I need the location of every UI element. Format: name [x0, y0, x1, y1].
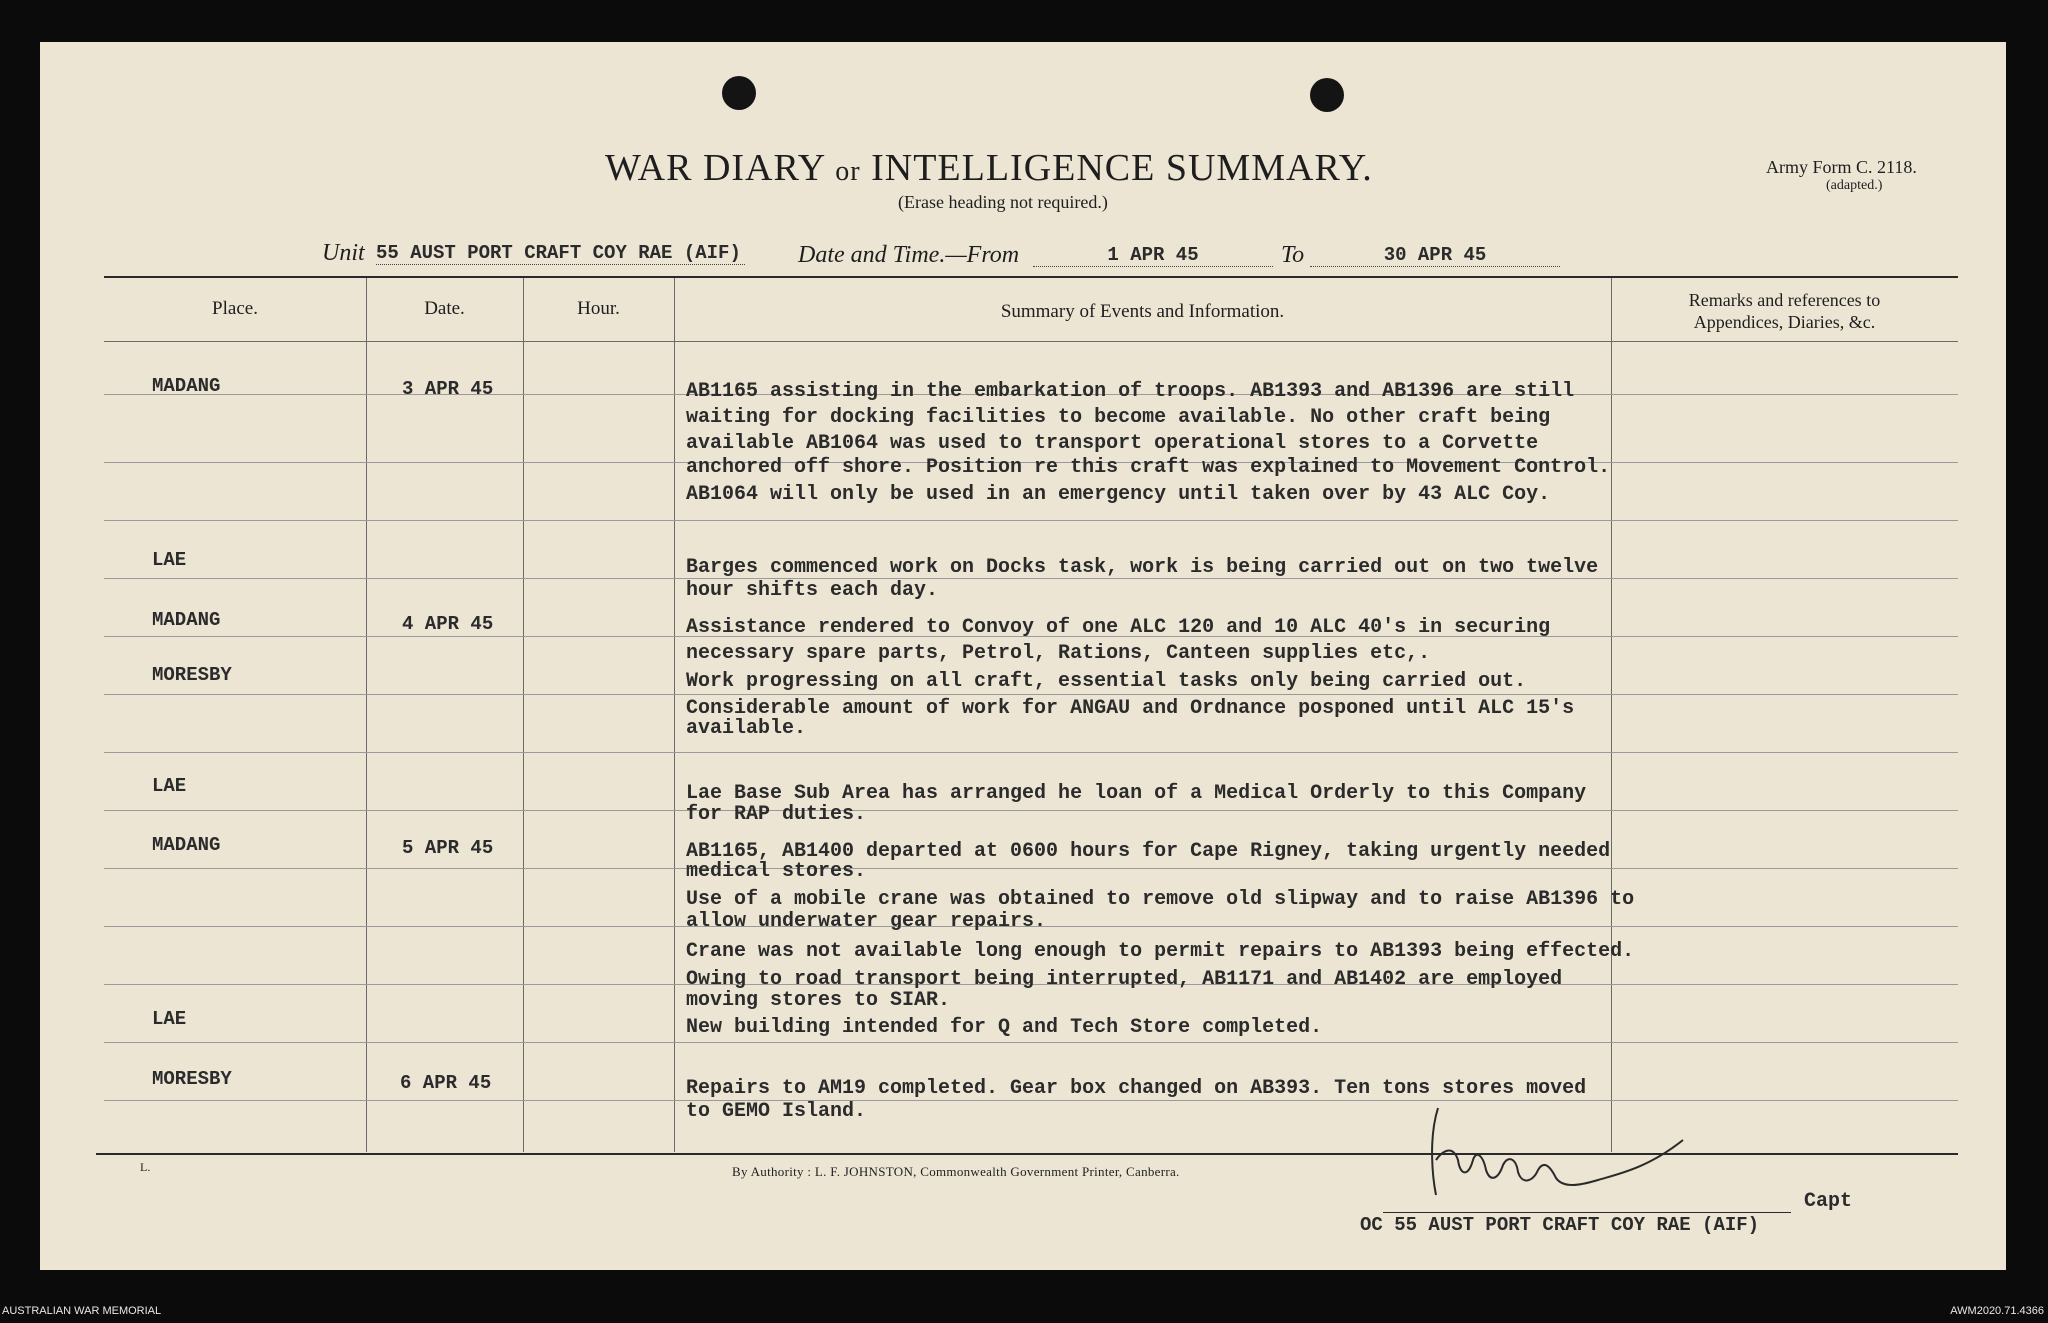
- event-line: Work progressing on all craft, essential tasks only being carried out.: [686, 670, 1527, 693]
- event-line: waiting for docking facilities to become available. No other craft being: [686, 406, 1551, 429]
- column-divider-summary-remarks: [1611, 278, 1612, 1152]
- event-line: to GEMO Island.: [686, 1100, 867, 1123]
- event-line: available.: [686, 717, 807, 740]
- place-entry: LAE: [152, 1008, 187, 1030]
- column-header-hour: Hour.: [577, 298, 620, 319]
- event-line: allow underwater gear repairs.: [686, 910, 1047, 933]
- army-form-number: Army Form C. 2118.: [1766, 157, 1917, 177]
- date-entry: 5 APR 45: [402, 837, 494, 859]
- title-part-1: WAR DIARY: [605, 147, 825, 189]
- signature-unit: OC 55 AUST PORT CRAFT COY RAE (AIF): [1360, 1214, 1760, 1236]
- date-entry: 6 APR 45: [400, 1072, 492, 1094]
- army-form-adapted: (adapted.): [1826, 178, 1883, 193]
- row-rule: [104, 1042, 1958, 1043]
- event-line: anchored off shore. Position re this craft was explained to Movement Control.: [686, 456, 1611, 479]
- punch-hole-right: [1310, 78, 1344, 112]
- printer-authority: By Authority : L. F. JOHNSTON, Commonwealth Government Printer, Canberra.: [732, 1164, 1180, 1179]
- column-header-date: Date.: [424, 298, 465, 319]
- row-rule: [104, 752, 1958, 753]
- event-line: Use of a mobile crane was obtained to remove old slipway and to raise AB1396 to: [686, 888, 1635, 911]
- event-line: Assistance rendered to Convoy of one ALC 120 and 10 ALC 40's in securing: [686, 616, 1551, 639]
- column-header-summary: Summary of Events and Information.: [1000, 301, 1285, 322]
- event-line: Repairs to AM19 completed. Gear box changed on AB393. Ten tons stores moved: [686, 1077, 1587, 1100]
- place-entry: MADANG: [152, 609, 221, 631]
- title-part-2: INTELLIGENCE SUMMARY.: [871, 147, 1373, 189]
- event-line: Considerable amount of work for ANGAU and Ordnance posponed until ALC 15's: [686, 697, 1575, 720]
- row-rule: [104, 810, 1958, 811]
- event-line: moving stores to SIAR.: [686, 989, 951, 1012]
- signature: [1398, 1100, 1718, 1210]
- date-time-label: Date and Time.—From: [798, 242, 1020, 268]
- event-line: medical stores.: [686, 860, 867, 883]
- event-line: AB1165, AB1400 departed at 0600 hours for Cape Rigney, taking urgently needed: [686, 840, 1611, 863]
- event-line: available AB1064 was used to transport operational stores to a Corvette: [686, 432, 1539, 455]
- date-to-label: To: [1281, 242, 1305, 268]
- place-entry: MADANG: [152, 375, 221, 397]
- event-line: hour shifts each day.: [686, 579, 939, 602]
- row-rule: [104, 868, 1958, 869]
- event-line: AB1165 assisting in the embarkation of troops. AB1393 and AB1396 are still: [686, 380, 1575, 403]
- signature-line: [1383, 1212, 1791, 1213]
- form-title: [605, 146, 1373, 190]
- header-bottom-rule: [104, 341, 1958, 342]
- table-top-rule: [104, 276, 1958, 278]
- event-line: AB1064 will only be used in an emergency until taken over by 43 ALC Coy.: [686, 483, 1551, 506]
- date-to-value: 30 APR 45: [1310, 244, 1560, 267]
- column-divider-place-date: [366, 278, 367, 1152]
- column-header-remarks-line-2: Appendices, Diaries, &c.: [1693, 312, 1876, 332]
- place-entry: MORESBY: [152, 664, 232, 686]
- unit-label: Unit: [322, 240, 365, 266]
- column-header-place: Place.: [212, 298, 258, 319]
- archive-reference: AWM2020.71.4366: [1950, 1305, 2044, 1317]
- event-line: Barges commenced work on Docks task, work is being carried out on two twelve: [686, 556, 1599, 579]
- date-from-value: 1 APR 45: [1033, 244, 1273, 267]
- column-divider-hour-summary: [674, 278, 675, 1152]
- column-header-remarks-line-1: Remarks and references to: [1688, 290, 1881, 310]
- column-divider-date-hour: [523, 278, 524, 1152]
- row-rule: [104, 694, 1958, 695]
- place-entry: MORESBY: [152, 1068, 232, 1090]
- event-line: New building intended for Q and Tech Store completed.: [686, 1016, 1323, 1039]
- place-entry: MADANG: [152, 834, 221, 856]
- unit-value: 55 AUST PORT CRAFT COY RAE (AIF): [376, 242, 745, 265]
- event-line: Lae Base Sub Area has arranged he loan of a Medical Orderly to this Company: [686, 782, 1587, 805]
- date-entry: 3 APR 45: [402, 378, 494, 400]
- form-subtitle: (Erase heading not required.): [898, 192, 1108, 212]
- place-entry: LAE: [152, 549, 187, 571]
- archive-credit: AUSTRALIAN WAR MEMORIAL: [2, 1305, 162, 1317]
- event-line: Crane was not available long enough to permit repairs to AB1393 being effected.: [686, 940, 1635, 963]
- event-line: for RAP duties.: [686, 803, 867, 826]
- row-rule: [104, 520, 1958, 521]
- place-entry: LAE: [152, 775, 187, 797]
- signature-rank: Capt: [1804, 1190, 1853, 1213]
- punch-hole-left: [722, 76, 756, 110]
- event-line: Owing to road transport being interrupted, AB1171 and AB1402 are employed: [686, 968, 1563, 991]
- event-line: necessary spare parts, Petrol, Rations, Canteen supplies etc,.: [686, 642, 1431, 665]
- title-or: or: [835, 156, 861, 187]
- date-entry: 4 APR 45: [402, 613, 494, 635]
- form-number: L.: [140, 1160, 151, 1174]
